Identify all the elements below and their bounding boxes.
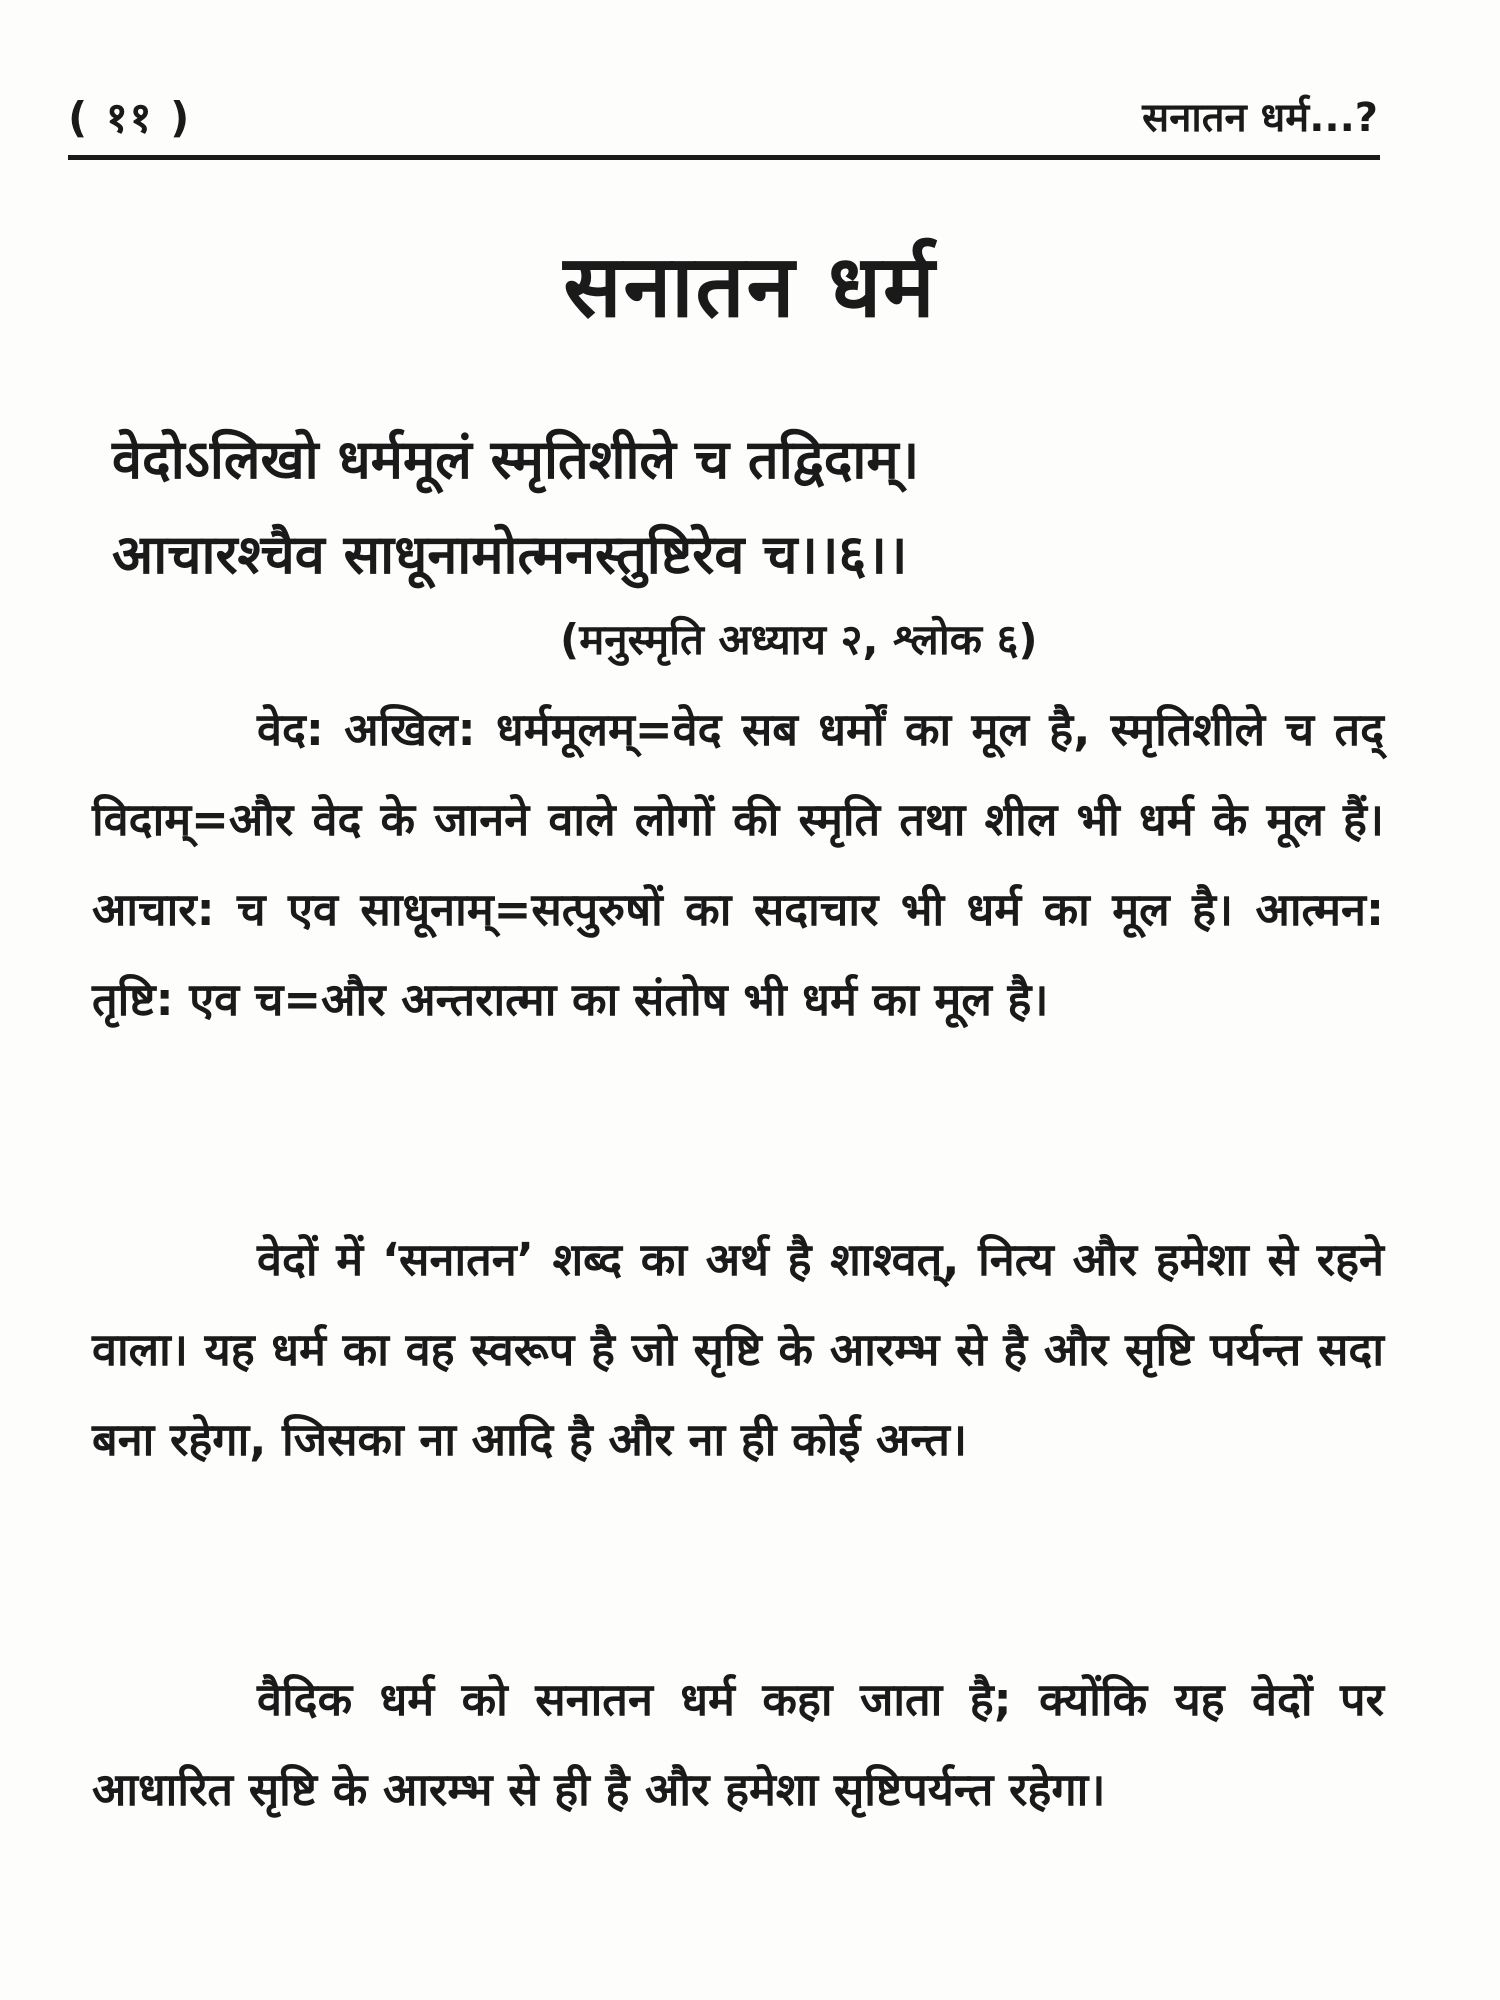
- paragraph-2-prefix: वेदों में: [257, 1233, 364, 1286]
- running-title: सनातन धर्म...?: [1142, 95, 1378, 141]
- page-number: ( ११ ): [68, 93, 192, 142]
- paragraph-2-text: शब्द का अर्थ है शाश्वत्, नित्य और हमेशा से रहने वाला। यह धर्म का वह स्वरूप है जो सृष्टि के आरम्भ से है और सृष्टि पर्यन्त सदा बना रहेगा, जिसका ना आदि है और ना ही कोई अन्त।: [92, 1233, 1384, 1466]
- verse-citation: (मनुस्मृति अध्याय २, श्लोक ६): [560, 615, 1038, 664]
- paragraph-1: [92, 685, 1384, 1045]
- header-rule: [68, 155, 1380, 160]
- emphasized-term: ‘सनातन’: [381, 1233, 534, 1286]
- paragraph-3: [92, 1655, 1384, 1835]
- paragraph-2: [92, 1215, 1384, 1485]
- running-header: [68, 88, 1378, 148]
- chapter-title: सनातन धर्म: [563, 237, 937, 337]
- verse-line-1: वेदोऽलिखो धर्ममूलं स्मृतिशीले च तद्विदाम्।: [112, 428, 920, 491]
- paragraph-3-text: वैदिक धर्म को सनातन धर्म कहा जाता है; क्योंकि यह वेदों पर आधारित सृष्टि के आरम्भ से ही है और हमेशा सृष्टिपर्यन्त रहेगा।: [92, 1673, 1384, 1816]
- verse-line-2: आचारश्चैव साधूनामोत्मनस्तुष्टिरेव च।।६।।: [112, 523, 908, 586]
- paragraph-1-text: वेद: अखिल: धर्ममूलम्=वेद सब धर्मों का मूल है, स्मृतिशीले च तद् विदाम्=और वेद के जानने वाले लोगों की स्मृति तथा शील भी धर्म के मूल हैं। आचार: च एव साधूनाम्=सत्पुरुषों का सदाचार भी धर्म का मूल है। आत्मन: तृष्टि: एव च=और अन्तरात्मा का संतोष भी धर्म का मूल है।: [92, 703, 1384, 1026]
